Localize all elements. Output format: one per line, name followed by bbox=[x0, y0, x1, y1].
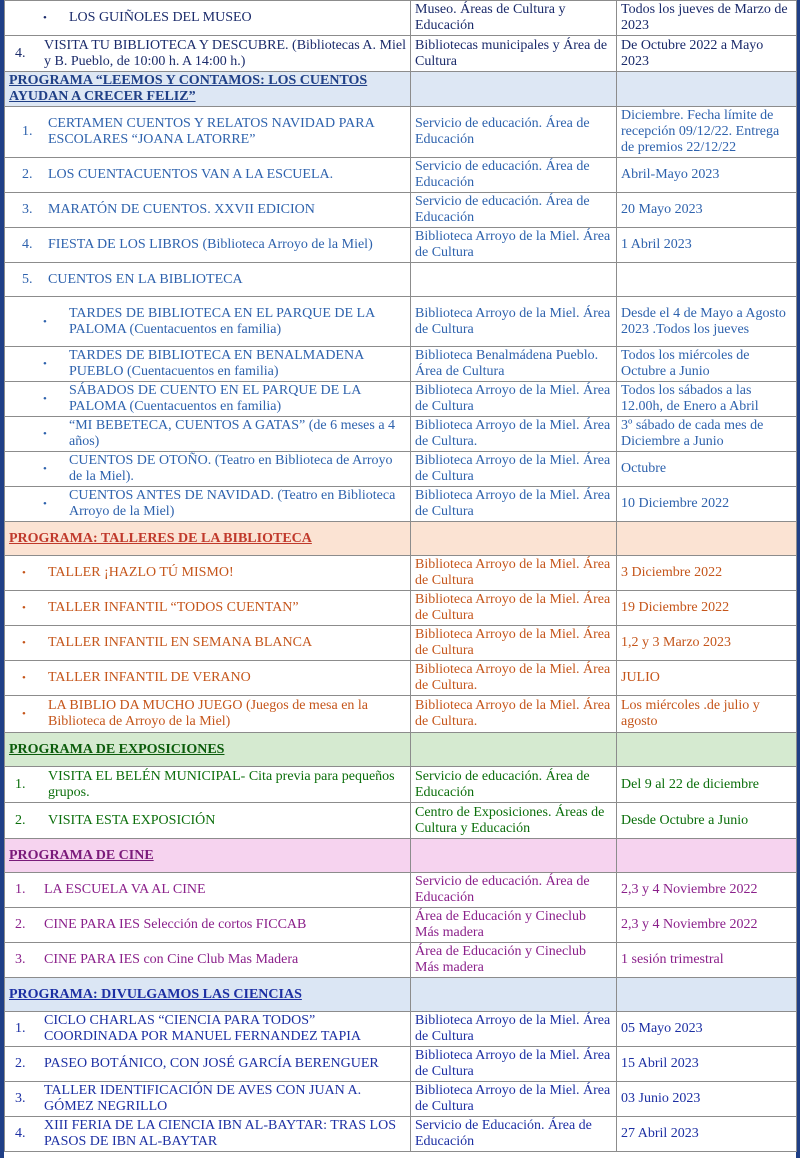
table-row bbox=[5, 347, 797, 382]
place-cell: Servicio de educación. Área de Educación bbox=[411, 193, 617, 228]
activity-cell bbox=[5, 417, 411, 452]
place-cell: Biblioteca Arroyo de la Miel. Área de Cultura. bbox=[411, 696, 617, 733]
table-row bbox=[5, 452, 797, 487]
date-cell: 1 sesión trimestral bbox=[617, 943, 797, 978]
table-row bbox=[5, 803, 797, 839]
place-cell: Centro de Exposiciones. Áreas de Cultura y Educación bbox=[411, 803, 617, 839]
table-row bbox=[5, 873, 797, 908]
bullet-marker: • bbox=[22, 602, 26, 614]
table-row bbox=[5, 228, 797, 263]
activity-cell bbox=[5, 107, 411, 158]
activity-text: LA BIBLIO DA MUCHO JUEGO (Juegos de mesa en la Biblioteca de Arroyo de la Miel) bbox=[48, 698, 369, 729]
date-cell: Los miércoles .de julio y agosto bbox=[617, 696, 797, 733]
place-cell: Biblioteca Benalmádena Pueblo. Área de Cultura bbox=[411, 347, 617, 382]
bullet-marker: • bbox=[43, 315, 47, 328]
table-row bbox=[5, 626, 797, 661]
item-number: 2. bbox=[22, 167, 33, 182]
activities-table bbox=[4, 0, 797, 1152]
activity-text: VISITA ESTA EXPOSICIÓN bbox=[48, 812, 216, 828]
item-number: 1. bbox=[15, 776, 26, 792]
table-row bbox=[5, 556, 797, 591]
item-number: 3. bbox=[15, 1091, 26, 1106]
activity-text: CINE PARA IES con Cine Club Mas Madera bbox=[44, 952, 299, 967]
activity-text: CERTAMEN CUENTOS Y RELATOS NAVIDAD PARA ESCOLARES “JOANA LATORRE” bbox=[48, 116, 374, 147]
section-header bbox=[5, 522, 797, 556]
activity-cell bbox=[5, 347, 411, 382]
activity-cell bbox=[5, 943, 411, 978]
place-cell: Bibliotecas municipales y Área de Cultura bbox=[411, 36, 617, 72]
table-row bbox=[5, 661, 797, 696]
date-cell: Todos los sábados a las 12.00h, de Enero a Abril bbox=[617, 382, 797, 417]
date-cell: Abril-Mayo 2023 bbox=[617, 158, 797, 193]
bullet-marker: • bbox=[22, 567, 26, 579]
date-cell: 27 Abril 2023 bbox=[617, 1117, 797, 1152]
activity-text: TALLER IDENTIFICACIÓN DE AVES CON JUAN A. GÓMEZ NEGRILLO bbox=[44, 1083, 362, 1114]
activity-text: LOS CUENTACUENTOS VAN A LA ESCUELA. bbox=[48, 167, 334, 182]
activity-text: LA ESCUELA VA AL CINE bbox=[44, 882, 206, 897]
bullet-marker: • bbox=[43, 12, 47, 24]
activity-cell bbox=[5, 228, 411, 263]
activity-cell bbox=[5, 297, 411, 347]
table-row bbox=[5, 1117, 797, 1152]
date-cell: 20 Mayo 2023 bbox=[617, 193, 797, 228]
section-header bbox=[5, 978, 797, 1012]
bullet-marker: • bbox=[22, 672, 26, 684]
place-cell: Servicio de educación. Área de Educación bbox=[411, 767, 617, 803]
place-cell: Biblioteca Arroyo de la Miel. Área de Cultura bbox=[411, 452, 617, 487]
section-title: PROGRAMA: DIVULGAMOS LAS CIENCIAS bbox=[5, 978, 411, 1012]
date-cell: 2,3 y 4 Noviembre 2022 bbox=[617, 873, 797, 908]
date-cell: De Octubre 2022 a Mayo 2023 bbox=[617, 36, 797, 72]
bullet-marker: • bbox=[43, 498, 47, 510]
activity-text: TALLER INFANTIL “TODOS CUENTAN” bbox=[48, 600, 299, 615]
table-row bbox=[5, 767, 797, 803]
activity-cell bbox=[5, 626, 411, 661]
activity-cell bbox=[5, 908, 411, 943]
activity-cell bbox=[5, 767, 411, 803]
activity-text: CINE PARA IES Selección de cortos FICCAB bbox=[44, 917, 307, 932]
place-cell: Biblioteca Arroyo de la Miel. Área de Cultura bbox=[411, 1082, 617, 1117]
date-cell: 03 Junio 2023 bbox=[617, 1082, 797, 1117]
activity-text: LOS GUIÑOLES DEL MUSEO bbox=[69, 10, 252, 25]
date-cell: Todos los miércoles de Octubre a Junio bbox=[617, 347, 797, 382]
table-row bbox=[5, 36, 797, 72]
activity-text: PASEO BOTÁNICO, CON JOSÉ GARCÍA BERENGUER bbox=[44, 1056, 379, 1071]
date-cell bbox=[617, 263, 797, 297]
activity-cell bbox=[5, 193, 411, 228]
activity-cell bbox=[5, 803, 411, 839]
place-cell: Biblioteca Arroyo de la Miel. Área de Cultura bbox=[411, 382, 617, 417]
date-cell: Todos los jueves de Marzo de 2023 bbox=[617, 1, 797, 36]
table-row bbox=[5, 487, 797, 522]
date-cell: JULIO bbox=[617, 661, 797, 696]
activity-cell bbox=[5, 1117, 411, 1152]
activity-cell bbox=[5, 452, 411, 487]
item-number: 2. bbox=[15, 812, 26, 828]
place-cell: Biblioteca Arroyo de la Miel. Área de Cultura bbox=[411, 556, 617, 591]
table-row bbox=[5, 1082, 797, 1117]
bullet-marker: • bbox=[43, 358, 47, 370]
item-number: 5. bbox=[22, 271, 33, 287]
table-row bbox=[5, 107, 797, 158]
place-cell: Servicio de educación. Área de Educación bbox=[411, 873, 617, 908]
activity-text: SÁBADOS DE CUENTO EN EL PARQUE DE LA PALOMA (Cuentacuentos en familia) bbox=[69, 383, 361, 414]
item-number: 4. bbox=[22, 237, 33, 252]
activity-text: TALLER INFANTIL DE VERANO bbox=[48, 670, 251, 685]
table-row bbox=[5, 382, 797, 417]
table-row bbox=[5, 158, 797, 193]
activity-text: “MI BEBETECA, CUENTOS A GATAS” (de 6 meses a 4 años) bbox=[69, 418, 396, 449]
place-cell: Biblioteca Arroyo de la Miel. Área de Cultura bbox=[411, 591, 617, 626]
table-row bbox=[5, 1012, 797, 1047]
section-title: PROGRAMA DE CINE bbox=[5, 839, 411, 873]
item-number: 3. bbox=[22, 202, 33, 217]
place-cell: Biblioteca Arroyo de la Miel. Área de Cultura bbox=[411, 1012, 617, 1047]
date-cell: 3º sábado de cada mes de Diciembre a Junio bbox=[617, 417, 797, 452]
activity-cell bbox=[5, 158, 411, 193]
activity-cell bbox=[5, 591, 411, 626]
date-cell: 1,2 y 3 Marzo 2023 bbox=[617, 626, 797, 661]
place-cell: Biblioteca Arroyo de la Miel. Área de Cultura. bbox=[411, 417, 617, 452]
table-row bbox=[5, 297, 797, 347]
date-cell: 19 Diciembre 2022 bbox=[617, 591, 797, 626]
activity-text: CUENTOS DE OTOÑO. (Teatro en Biblioteca de Arroyo de la Miel). bbox=[69, 453, 393, 484]
place-cell: Servicio de educación. Área de Educación bbox=[411, 158, 617, 193]
bullet-marker: • bbox=[22, 708, 26, 720]
item-number: 1. bbox=[22, 124, 33, 139]
place-cell bbox=[411, 263, 617, 297]
section-header bbox=[5, 733, 797, 767]
place-cell: Biblioteca Arroyo de la Miel. Área de Cultura. bbox=[411, 661, 617, 696]
activity-text: MARATÓN DE CUENTOS. XXVII EDICION bbox=[48, 202, 315, 217]
activity-cell bbox=[5, 1047, 411, 1082]
place-cell: Biblioteca Arroyo de la Miel. Área de Cultura bbox=[411, 1047, 617, 1082]
activity-cell bbox=[5, 1, 411, 36]
table-row bbox=[5, 417, 797, 452]
item-number: 1. bbox=[15, 882, 26, 897]
date-cell: Octubre bbox=[617, 452, 797, 487]
activity-cell bbox=[5, 661, 411, 696]
table-row bbox=[5, 1, 797, 36]
activity-text: VISITA EL BELÉN MUNICIPAL- Cita previa para pequeños grupos. bbox=[48, 768, 395, 800]
bullet-marker: • bbox=[43, 393, 47, 405]
item-number: 2. bbox=[15, 1056, 26, 1071]
date-cell: Desde Octubre a Junio bbox=[617, 803, 797, 839]
activity-text: TARDES DE BIBLIOTECA EN BENALMADENA PUEBLO (Cuentacuentos en familia) bbox=[69, 348, 364, 379]
activity-text: CUENTOS EN LA BIBLIOTECA bbox=[48, 271, 243, 287]
table-row bbox=[5, 696, 797, 733]
date-cell: 1 Abril 2023 bbox=[617, 228, 797, 263]
activity-cell bbox=[5, 873, 411, 908]
bullet-marker: • bbox=[43, 463, 47, 475]
activity-cell bbox=[5, 556, 411, 591]
activity-cell bbox=[5, 487, 411, 522]
place-cell: Servicio de Educación. Área de Educación bbox=[411, 1117, 617, 1152]
activity-text: TALLER ¡HAZLO TÚ MISMO! bbox=[48, 565, 234, 580]
date-cell: Desde el 4 de Mayo a Agosto 2023 .Todos los jueves bbox=[617, 297, 797, 347]
date-cell: 15 Abril 2023 bbox=[617, 1047, 797, 1082]
table-row bbox=[5, 943, 797, 978]
table-row bbox=[5, 193, 797, 228]
activity-text: CUENTOS ANTES DE NAVIDAD. (Teatro en Biblioteca Arroyo de la Miel) bbox=[69, 488, 396, 519]
place-cell: Biblioteca Arroyo de la Miel. Área de Cultura bbox=[411, 228, 617, 263]
activity-cell bbox=[5, 263, 411, 297]
activity-text: VISITA TU BIBLIOTECA Y DESCUBRE. (Bibliotecas A. Miel y B. Pueblo, de 10:00 h. A 14:00 h.) bbox=[44, 37, 406, 69]
activity-text: XIII FERIA DE LA CIENCIA IBN AL-BAYTAR: TRAS LOS PASOS DE IBN AL-BAYTAR bbox=[44, 1118, 397, 1149]
item-number: 3. bbox=[15, 952, 26, 967]
table-row bbox=[5, 1047, 797, 1082]
activity-text: CICLO CHARLAS “CIENCIA PARA TODOS” COORDINADA POR MANUEL FERNANDEZ TAPIA bbox=[44, 1013, 362, 1044]
section-header bbox=[5, 72, 797, 107]
date-cell: Del 9 al 22 de diciembre bbox=[617, 767, 797, 803]
bullet-marker: • bbox=[43, 428, 47, 440]
section-title: PROGRAMA DE EXPOSICIONES bbox=[5, 733, 411, 767]
activity-text: FIESTA DE LOS LIBROS (Biblioteca Arroyo de la Miel) bbox=[48, 237, 373, 252]
place-cell: Biblioteca Arroyo de la Miel. Área de Cultura bbox=[411, 297, 617, 347]
date-cell: 10 Diciembre 2022 bbox=[617, 487, 797, 522]
place-cell: Biblioteca Arroyo de la Miel. Área de Cultura bbox=[411, 487, 617, 522]
table-row bbox=[5, 263, 797, 297]
item-number: 4. bbox=[15, 45, 26, 61]
activity-cell bbox=[5, 382, 411, 417]
section-title: PROGRAMA “LEEMOS Y CONTAMOS: LOS CUENTOS AYUDAN A CRECER FELIZ” bbox=[5, 72, 411, 107]
activity-cell bbox=[5, 36, 411, 72]
item-number: 2. bbox=[15, 917, 26, 932]
bullet-marker: • bbox=[22, 637, 26, 649]
activity-cell bbox=[5, 1012, 411, 1047]
date-cell: Diciembre. Fecha límite de recepción 09/12/22. Entrega de premios 22/12/22 bbox=[617, 107, 797, 158]
activity-cell bbox=[5, 696, 411, 733]
table-row bbox=[5, 908, 797, 943]
activity-text: TALLER INFANTIL EN SEMANA BLANCA bbox=[48, 635, 313, 650]
place-cell: Biblioteca Arroyo de la Miel. Área de Cultura bbox=[411, 626, 617, 661]
item-number: 1. bbox=[15, 1021, 26, 1036]
place-cell: Área de Educación y Cineclub Más madera bbox=[411, 943, 617, 978]
section-title: PROGRAMA: TALLERES DE LA BIBLIOTECA bbox=[5, 522, 411, 556]
date-cell: 3 Diciembre 2022 bbox=[617, 556, 797, 591]
date-cell: 05 Mayo 2023 bbox=[617, 1012, 797, 1047]
activity-cell bbox=[5, 1082, 411, 1117]
section-header bbox=[5, 839, 797, 873]
table-row bbox=[5, 591, 797, 626]
activity-text: TARDES DE BIBLIOTECA EN EL PARQUE DE LA PALOMA (Cuentacuentos en familia) bbox=[69, 305, 375, 337]
place-cell: Servicio de educación. Área de Educación bbox=[411, 107, 617, 158]
item-number: 4. bbox=[15, 1126, 26, 1141]
place-cell: Área de Educación y Cineclub Más madera bbox=[411, 908, 617, 943]
place-cell: Museo. Áreas de Cultura y Educación bbox=[411, 1, 617, 36]
date-cell: 2,3 y 4 Noviembre 2022 bbox=[617, 908, 797, 943]
